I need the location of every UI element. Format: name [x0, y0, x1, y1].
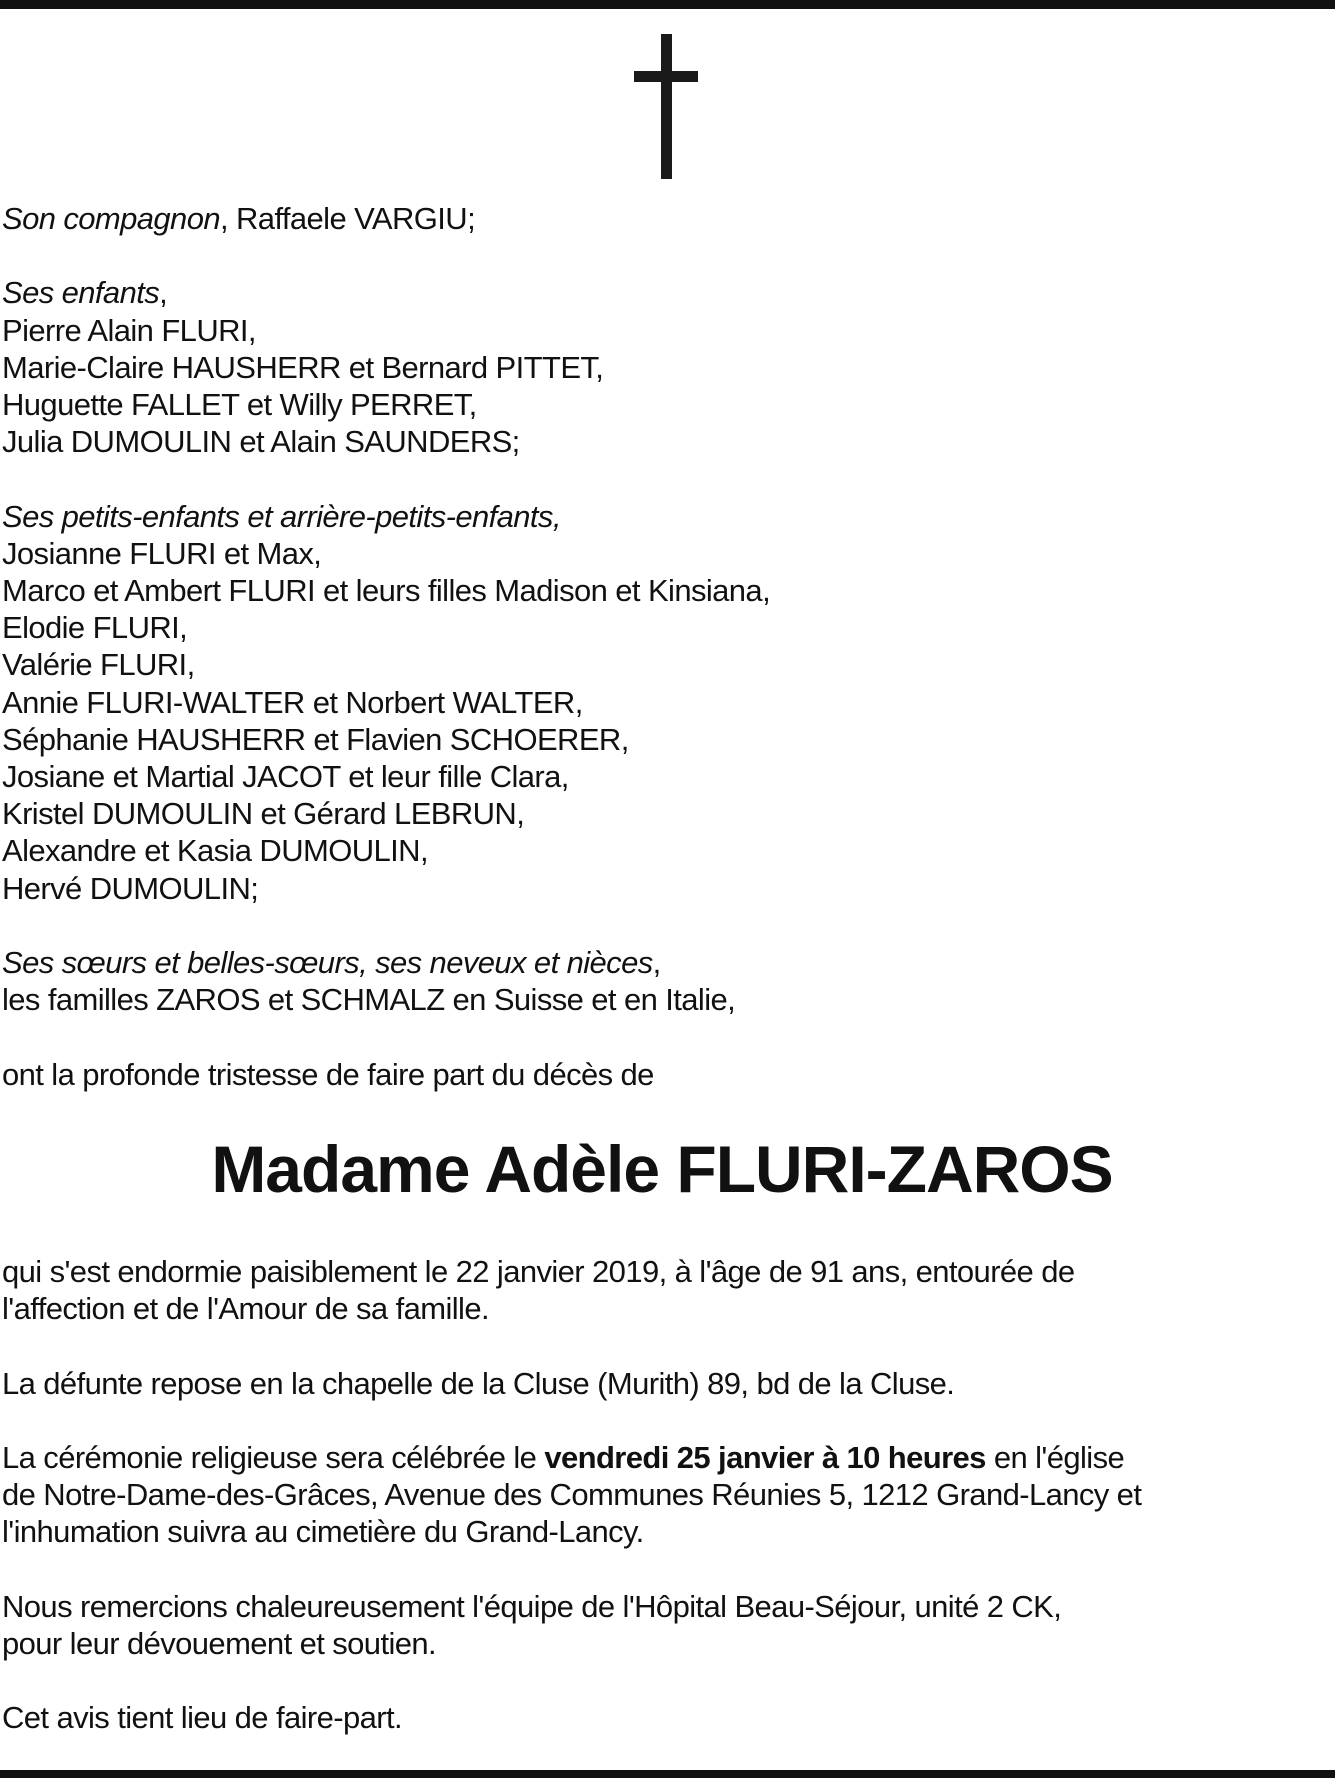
thanks-line: pour leur dévouement et soutien. — [2, 1625, 437, 1661]
companion-label: Son compagnon — [2, 201, 220, 236]
repose-paragraph — [2, 1365, 1302, 1402]
deceased-name: Madame Adèle FLURI-ZAROS — [211, 1132, 1113, 1206]
latin-cross-icon — [634, 34, 698, 179]
companion-line — [2, 200, 1302, 237]
bottom-border-rule — [0, 1770, 1335, 1778]
grandchild-name: Josianne FLURI et Max, — [2, 535, 322, 571]
siblings-label-suffix: , — [652, 945, 661, 981]
grandchild-name: Alexandre et Kasia DUMOULIN, — [2, 833, 428, 869]
grandchild-name: Elodie FLURI, — [2, 610, 188, 646]
passing-paragraph — [2, 1253, 1302, 1327]
ceremony-text-after: en l'église — [985, 1439, 1125, 1475]
grandchild-name: Annie FLURI-WALTER et Norbert WALTER, — [2, 684, 583, 720]
siblings-label: Ses sœurs et belles-sœurs, ses neveux et nièces — [2, 945, 653, 981]
grandchild-name: Séphanie HAUSHERR et Flavien SCHOERER, — [2, 721, 629, 757]
children-paragraph — [2, 274, 1302, 460]
grandchildren-heading — [2, 498, 1302, 535]
ceremony-line: de Notre-Dame-des-Grâces, Avenue des Communes Réunies 5, 1212 Grand-Lancy et — [2, 1477, 1142, 1513]
thanks-line: Nous remercions chaleureusement l'équipe de l'Hôpital Beau-Séjour, unité 2 CK, — [2, 1588, 1062, 1624]
thanks-paragraph — [2, 1588, 1302, 1662]
grandchild-name: Hervé DUMOULIN; — [2, 870, 259, 906]
obituary-body — [2, 200, 1302, 1774]
ceremony-paragraph — [2, 1439, 1302, 1551]
top-border-rule — [0, 0, 1335, 9]
siblings-paragraph — [2, 944, 1302, 1018]
grandchild-name: Marco et Ambert FLURI et leurs filles Madison et Kinsiana, — [2, 573, 771, 608]
passing-line: qui s'est endormie paisiblement le 22 janvier 2019, à l'âge de 91 ans, entourée de — [2, 1254, 1075, 1289]
companion-name: , Raffaele VARGIU; — [219, 201, 476, 236]
child-name: Huguette FALLET et Willy PERRET, — [2, 387, 477, 422]
ceremony-line — [2, 1439, 1302, 1476]
grandchildren-label: Ses petits-enfants et arrière-petits-enfants, — [2, 498, 561, 534]
child-name: Pierre Alain FLURI, — [2, 312, 256, 348]
children-label-suffix: , — [159, 275, 168, 311]
ceremony-date-time: vendredi 25 janvier à 10 heures — [544, 1439, 986, 1475]
ceremony-line: l'inhumation suivra au cimetière du Grand-Lancy. — [2, 1514, 644, 1550]
grandchild-name: Valérie FLURI, — [2, 647, 195, 683]
siblings-heading — [2, 944, 1302, 981]
grandchildren-paragraph — [2, 498, 1302, 907]
repose-text: La défunte repose en la chapelle de la Cluse (Murith) 89, bd de la Cluse. — [2, 1365, 955, 1401]
children-label: Ses enfants — [2, 275, 160, 311]
announcement-paragraph — [2, 1056, 1302, 1093]
companion-paragraph — [2, 200, 1302, 237]
announcement-text: ont la profonde tristesse de faire part du décès de — [2, 1056, 654, 1092]
grandchild-name: Kristel DUMOULIN et Gérard LEBRUN, — [2, 796, 525, 832]
siblings-families: les familles ZAROS et SCHMALZ en Suisse et en Italie, — [2, 982, 736, 1018]
closing-text: Cet avis tient lieu de faire-part. — [2, 1700, 403, 1736]
passing-line: l'affection et de l'Amour de sa famille. — [2, 1291, 489, 1327]
grandchild-name: Josiane et Martial JACOT et leur fille Clara, — [2, 759, 569, 795]
cross-vertical-bar — [661, 34, 672, 179]
child-name: Marie-Claire HAUSHERR et Bernard PITTET, — [2, 349, 604, 385]
child-name: Julia DUMOULIN et Alain SAUNDERS; — [2, 424, 520, 460]
children-heading — [2, 274, 1302, 311]
closing-paragraph — [2, 1699, 1302, 1736]
ceremony-text-before: La cérémonie religieuse sera célébrée le — [2, 1439, 545, 1475]
cross-horizontal-bar — [634, 71, 698, 82]
